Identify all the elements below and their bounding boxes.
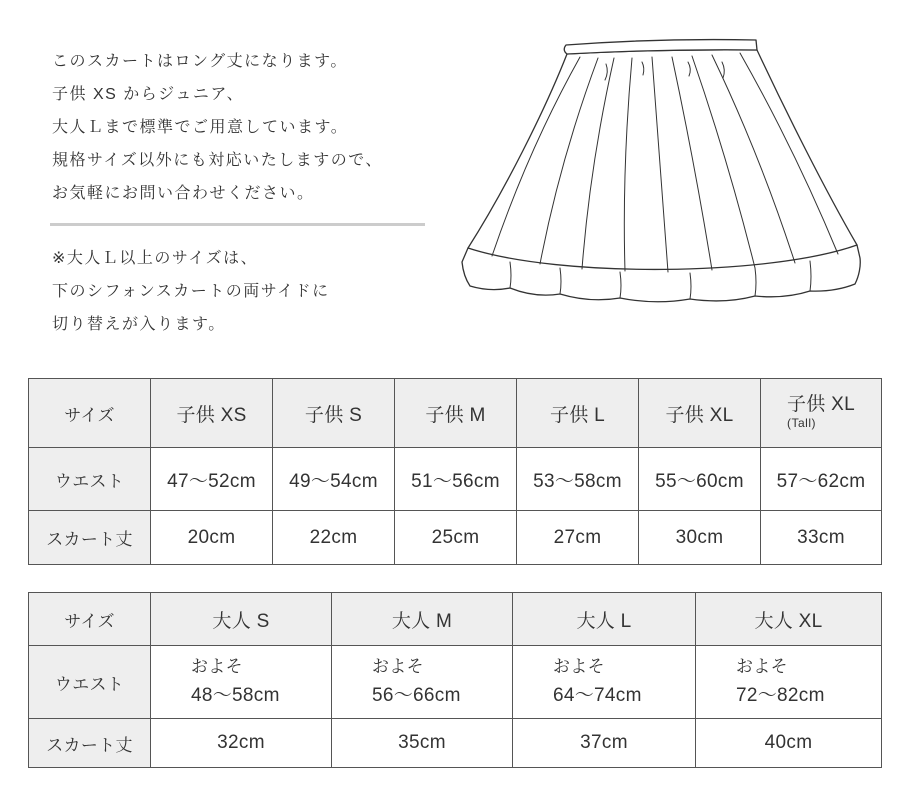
- size-row: [29, 379, 882, 448]
- note-line: ※大人Ｌ以上のサイズは、: [52, 250, 259, 267]
- intro-line: 子供 XS からジュニア、: [52, 86, 245, 103]
- size-header-cell: 子供 M: [395, 379, 517, 448]
- note-line: 切り替えが入ります。: [52, 316, 226, 333]
- length-cell: 20cm: [151, 511, 273, 565]
- waist-cell: 51〜56cm: [395, 448, 517, 511]
- note-text: [52, 242, 330, 341]
- waist-cell: 57〜62cm: [761, 448, 882, 511]
- waist-cell: 47〜52cm: [151, 448, 273, 511]
- size-header-with-note: [787, 394, 855, 430]
- size-header-cell: 子供 S: [273, 379, 395, 448]
- size-header-cell: 大人 M: [332, 593, 513, 646]
- skirt-body: [468, 50, 857, 270]
- size-row: [29, 593, 882, 646]
- waist-value: 72〜82cm: [736, 685, 825, 706]
- size-row-label: サイズ: [29, 593, 151, 646]
- waist-value: 56〜66cm: [372, 685, 461, 706]
- length-row: [29, 511, 882, 565]
- waist-value: 48〜58cm: [191, 685, 280, 706]
- waist-row: [29, 646, 882, 719]
- waist-cell: 49〜54cm: [273, 448, 395, 511]
- size-header-cell: 大人 L: [513, 593, 696, 646]
- waist-row-label: ウエスト: [29, 448, 151, 511]
- waist-approx-label: およそ: [372, 657, 424, 676]
- waist-approx-label: およそ: [736, 657, 788, 676]
- length-cell: 32cm: [151, 719, 332, 768]
- length-cell: 25cm: [395, 511, 517, 565]
- intro-line: お気軽にお問い合わせください。: [52, 185, 315, 202]
- waist-row-label: ウエスト: [29, 646, 151, 719]
- length-cell: 22cm: [273, 511, 395, 565]
- length-cell: 33cm: [761, 511, 882, 565]
- waist-cell: [151, 646, 332, 719]
- size-header-cell: 子供 XS: [151, 379, 273, 448]
- intro-line: 大人Ｌまで標準でご用意しています。: [52, 119, 349, 136]
- size-header-cell: [761, 379, 882, 448]
- length-row-label: スカート丈: [29, 511, 151, 565]
- size-header-cell: 大人 S: [151, 593, 332, 646]
- waist-value: 64〜74cm: [553, 685, 642, 706]
- waist-row: [29, 448, 882, 511]
- waist-cell: [513, 646, 696, 719]
- length-row-label: スカート丈: [29, 719, 151, 768]
- waist-approx-label: およそ: [191, 657, 243, 676]
- waist-cell: [696, 646, 882, 719]
- kids-size-table: [28, 378, 882, 565]
- length-cell: 30cm: [639, 511, 761, 565]
- waist-cell: 53〜58cm: [517, 448, 639, 511]
- size-note: (Tall): [786, 415, 816, 430]
- intro-text: [52, 45, 383, 210]
- section-divider: [50, 223, 425, 226]
- length-cell: 27cm: [517, 511, 639, 565]
- intro-line: このスカートはロング丈になります。: [52, 53, 348, 70]
- intro-line: 規格サイズ以外にも対応いたしますので、: [52, 152, 383, 169]
- length-cell: 40cm: [696, 719, 882, 768]
- waist-cell: 55〜60cm: [639, 448, 761, 511]
- size-name: 子供 XL: [786, 393, 856, 415]
- size-header-cell: 子供 XL: [639, 379, 761, 448]
- length-cell: 37cm: [513, 719, 696, 768]
- skirt-illustration: [455, 30, 870, 310]
- note-line: 下のシフォンスカートの両サイドに: [52, 283, 330, 300]
- size-row-label: サイズ: [29, 379, 151, 448]
- waist-approx-label: およそ: [553, 657, 605, 676]
- size-header-cell: 大人 XL: [696, 593, 882, 646]
- length-row: [29, 719, 882, 768]
- adult-size-table: [28, 592, 882, 768]
- size-header-cell: 子供 L: [517, 379, 639, 448]
- waist-cell: [332, 646, 513, 719]
- length-cell: 35cm: [332, 719, 513, 768]
